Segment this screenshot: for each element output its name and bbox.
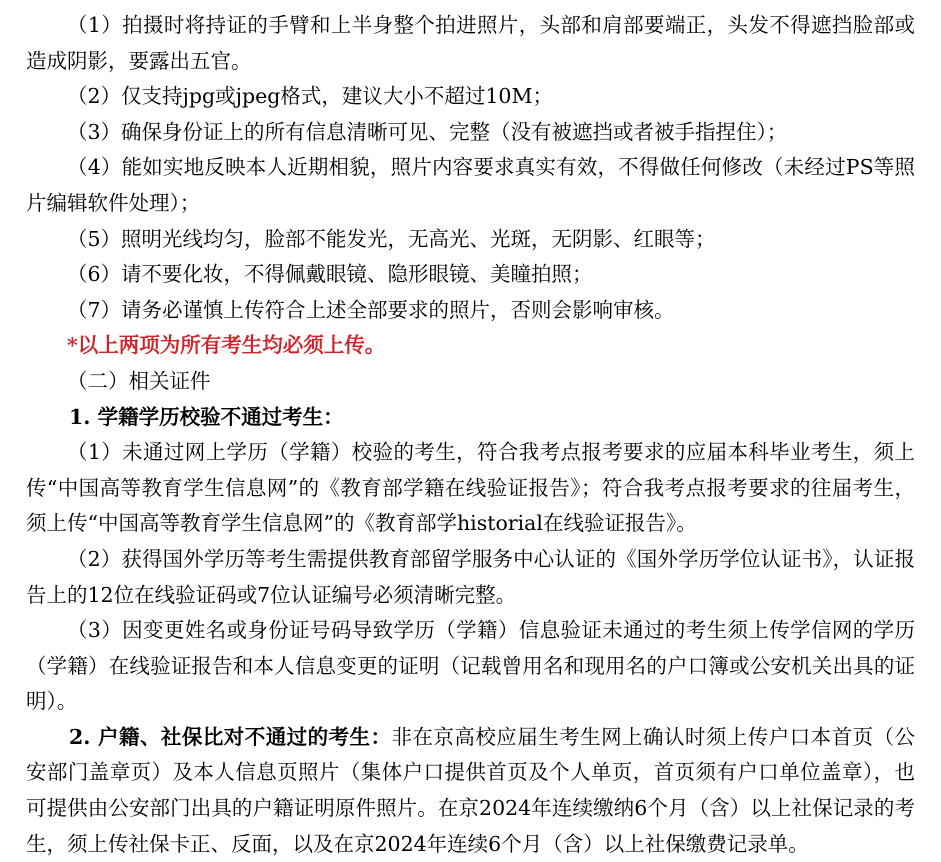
- paragraph-section-two-heading: （二）相关证件: [67, 368, 211, 393]
- paragraph-requirement-6: （6）请不要化妆，不得佩戴眼镜、隐形眼镜、美瞳拍照；: [67, 262, 593, 287]
- paragraph-requirement-2: （2）仅支持jpg或jpeg格式，建议大小不超过10M；: [67, 84, 553, 109]
- paragraph-requirement-1: （1）拍摄时将持证的手臂和上半身整个拍进照片，头部和肩部要端正，头发不得遮挡脸部或造成阴影，要露出五官。: [26, 13, 915, 73]
- subsection-two-label: 2. 户籍、社保比对不通过的考生：: [69, 724, 392, 749]
- subsection-two-body: 非在京高校应届生考生网上确认时须上传户口本首页（公安部门盖章页）及本人信息页照片（集体户口提供首页及个人单页，首页须有户口单位盖章），也可提供由公安部门出具的户籍证明原件照片。在京2024年连续缴纳6个月（含）以上社保记录的考生，须上传社保卡正、反面，以及在京2024年连续6个月（含）以上社保缴费记录单。: [26, 724, 916, 856]
- paragraph-sub1-item3: （3）因变更姓名或身份证号码导致学历（学籍）信息验证未通过的考生须上传学信网的学历（学籍）在线验证报告和本人信息变更的证明（记载曾用名和现用名的户口簿或公安机关出具的证明）。: [26, 618, 915, 714]
- paragraph-red-note: *以上两项为所有考生均必须上传。: [67, 333, 386, 358]
- paragraph-subsection-two: [26, 720, 915, 862]
- paragraph-requirement-5: （5）照明光线均匀，脸部不能发光，无高光、光斑，无阴影、红眼等；: [67, 226, 716, 251]
- paragraph-sub1-item2: （2）获得国外学历等考生需提供教育部留学服务中心认证的《国外学历学位认证书》，认证报告上的12位在线验证码或7位认证编号必须清晰完整。: [26, 546, 915, 607]
- paragraph-requirement-3: （3）确保身份证上的所有信息清晰可见、完整（没有被遮挡或者被手指捏住）；: [67, 119, 788, 144]
- paragraph-requirement-4: （4）能如实地反映本人近期相貌，照片内容要求真实有效，不得做任何修改（未经过PS等照片编辑软件处理）；: [26, 155, 915, 215]
- paragraph-sub1-item1: （1）未通过网上学历（学籍）校验的考生，符合我考点报考要求的应届本科毕业考生，须上传“中国高等教育学生信息网”的《教育部学籍在线验证报告》；符合我考点报考要求的往届考生，须上传“中国高等教育学生信息网”的《教育部学historial在线验证报告》。: [26, 440, 915, 536]
- paragraph-subsection-one-heading: 1. 学籍学历校验不通过考生：: [69, 404, 344, 429]
- paragraph-requirement-7: （7）请务必谨慎上传符合上述全部要求的照片，否则会影响审核。: [67, 297, 675, 322]
